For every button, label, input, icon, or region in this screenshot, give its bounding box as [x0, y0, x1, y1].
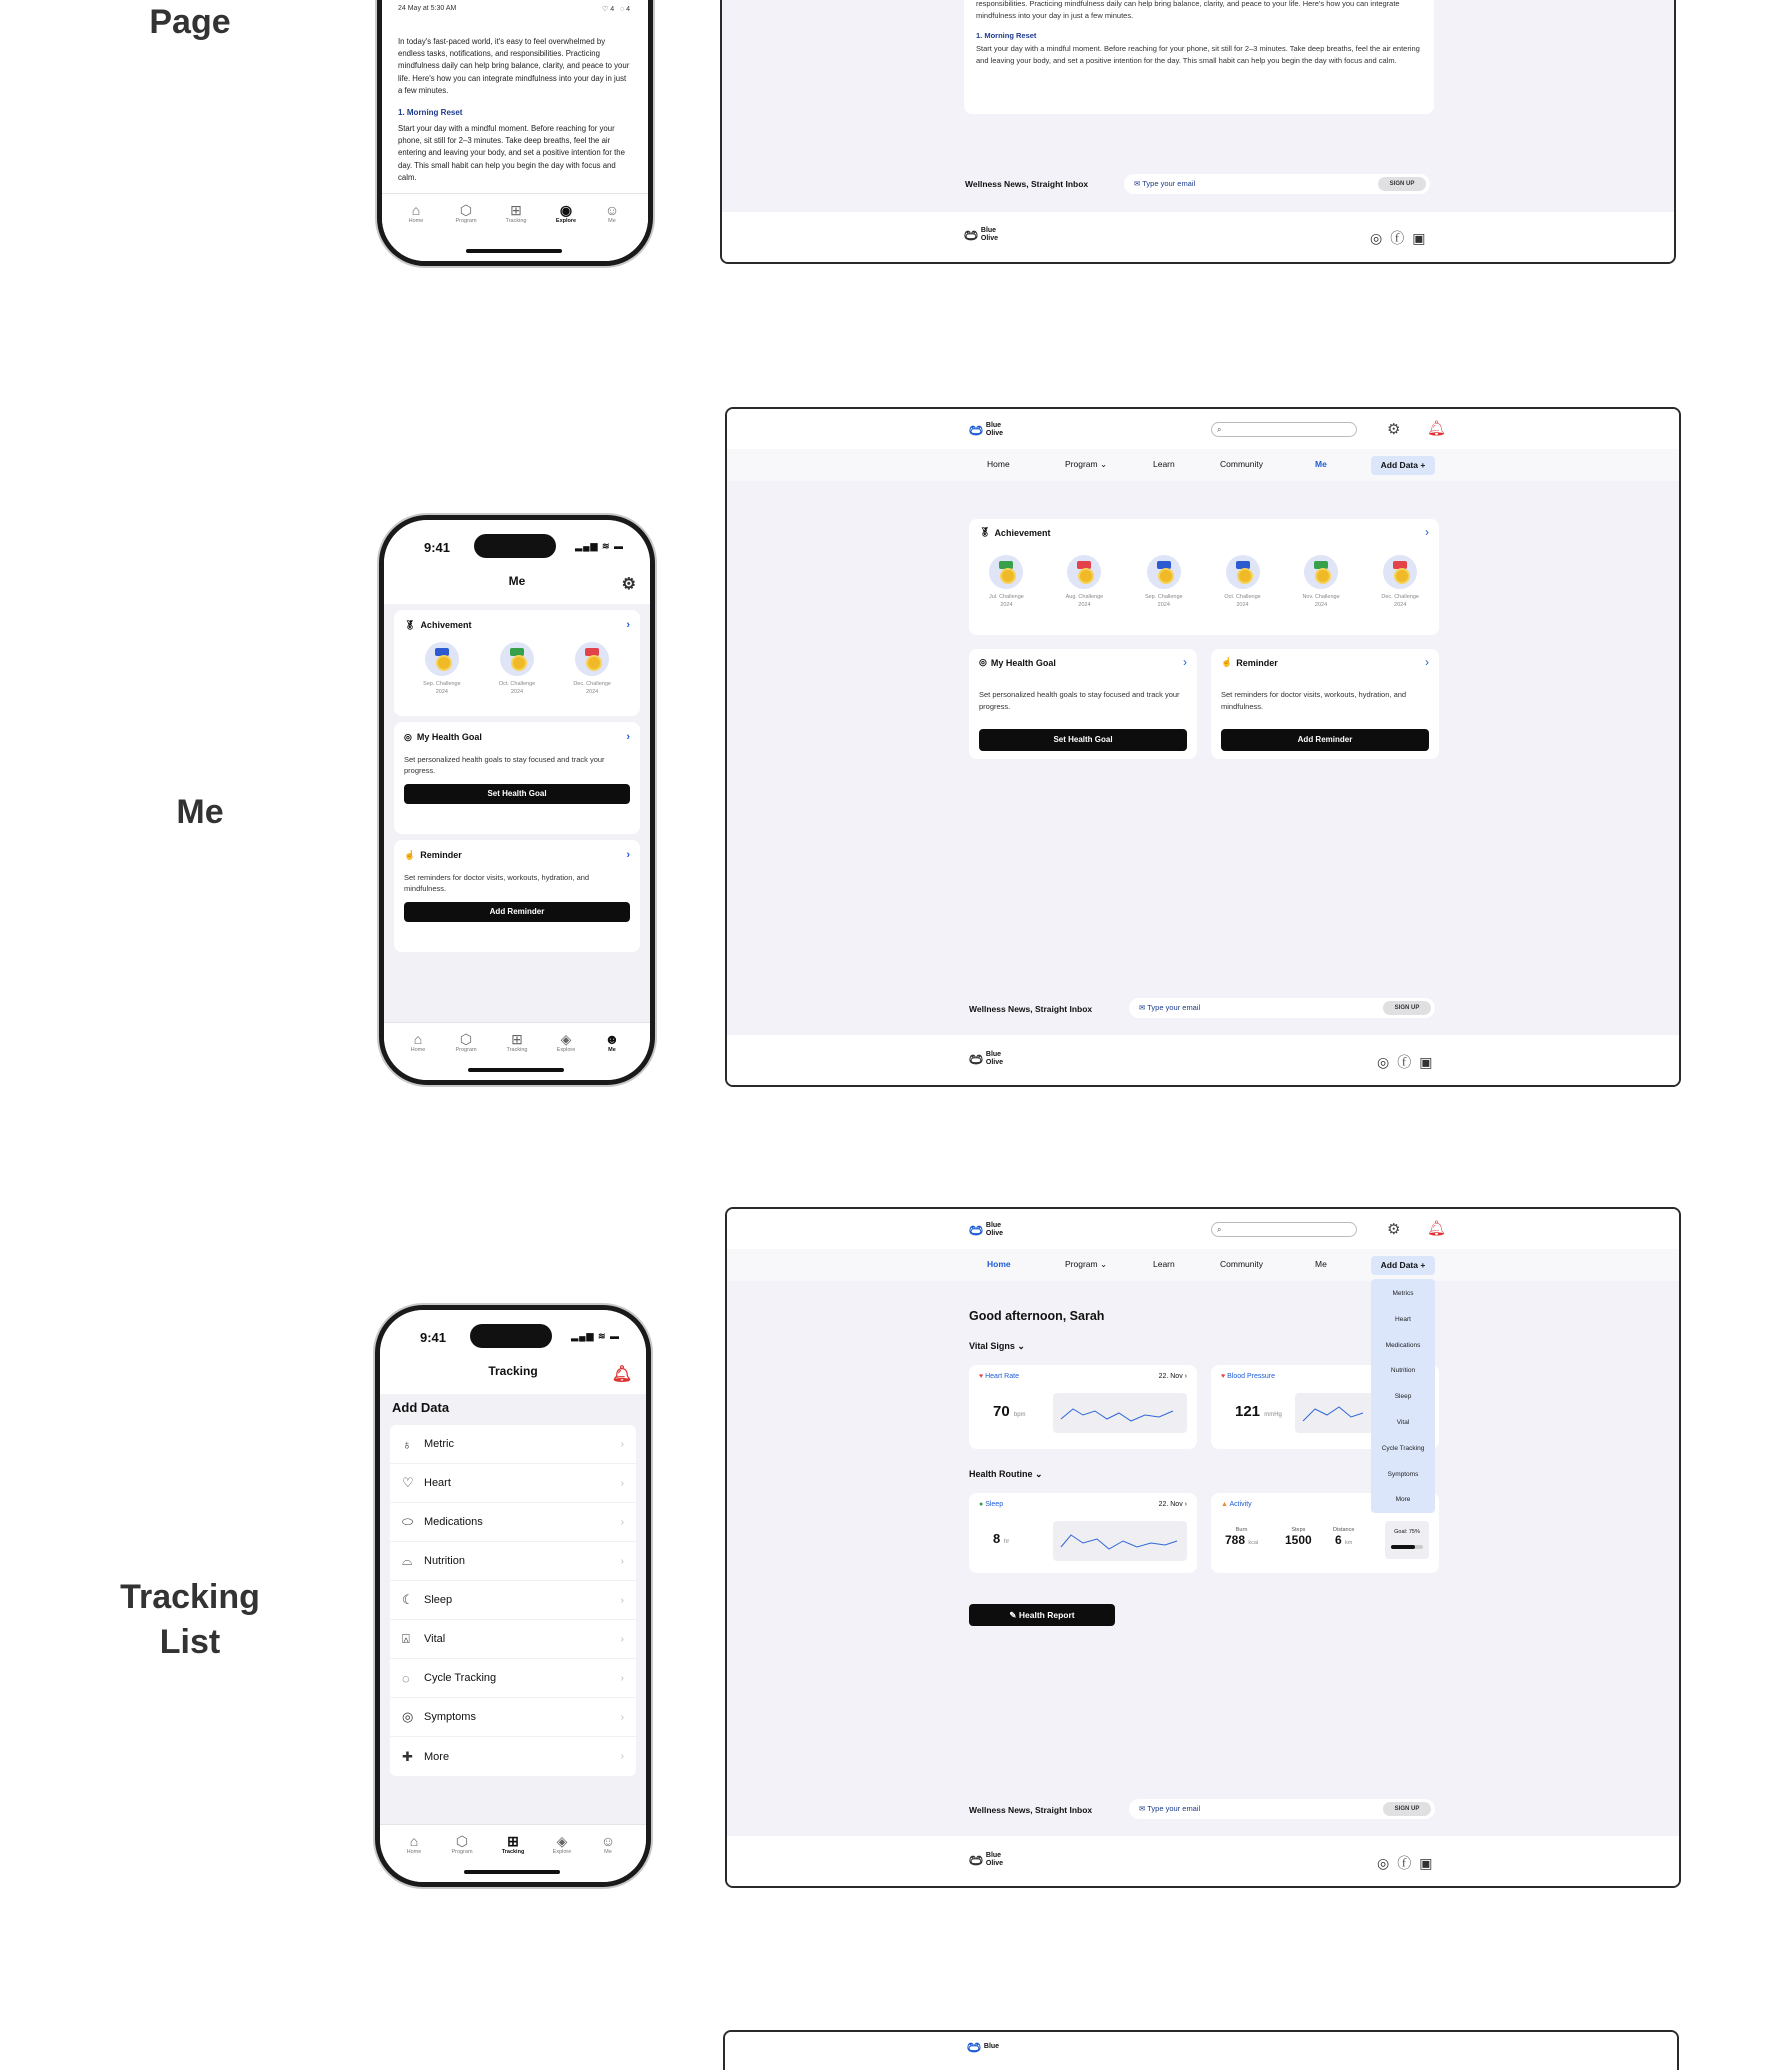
nav-me[interactable]: Me [1315, 459, 1327, 469]
target-icon: ◎ [404, 731, 412, 742]
logo-icon: ඏ [964, 225, 978, 244]
tab-bar [382, 193, 648, 261]
chevron-down-icon: ⌄ [1035, 1469, 1043, 1479]
flame-icon: ▲ [1221, 1501, 1228, 1508]
medal-item[interactable]: Sep. Challenge 2024 [423, 642, 461, 696]
footer-logo: ඏ Blue Olive [964, 225, 999, 244]
notification-bell-icon[interactable]: 🔔︎ [1427, 420, 1447, 437]
medal-item[interactable]: Oct. Challenge 2024 [499, 642, 535, 696]
target-icon: ◎ [979, 657, 987, 667]
logo-icon: ඏ [969, 1850, 983, 1869]
newsletter-label: Wellness News, Straight Inbox [969, 1004, 1093, 1014]
blood-pressure-value: 121 [1235, 1403, 1261, 1420]
health-goal-text: Set personalized health goals to stay focused and track your progress. [979, 690, 1180, 711]
distance-unit: km [1345, 1540, 1353, 1546]
program-icon: ⬡ [455, 1833, 469, 1849]
tab-explore[interactable]: ◉ Explore [546, 202, 586, 224]
achievement-title: Achievement [994, 527, 1051, 538]
footer-logo: ඏ Blue Olive [969, 1049, 1004, 1068]
nav-home[interactable]: Home [987, 459, 1010, 469]
vital-signs-toggle[interactable]: Vital Signs ⌄ [969, 1341, 1025, 1351]
sleep-label: Sleep [985, 1501, 1004, 1508]
health-goal-title: My Health Goal [990, 657, 1056, 668]
chevron-right-icon: › [1184, 1373, 1187, 1380]
health-goal-text: Set personalized health goals to stay focused and track your progress. [404, 755, 605, 775]
signup-button[interactable]: SIGN UP [1383, 1802, 1431, 1816]
health-report-button[interactable]: ✎ Health Report [969, 1604, 1115, 1626]
medal-badge [500, 642, 534, 676]
web-header [727, 1209, 1679, 1249]
list-item-metric[interactable]: ♁ Metric › [390, 1425, 636, 1464]
reminder-card [394, 840, 640, 952]
achievement-title: Achivement [420, 620, 472, 630]
tab-explore[interactable]: ◈ Explore [546, 1031, 586, 1053]
chevron-right-icon: › [620, 1477, 624, 1489]
steps-value: 1500 [1285, 1533, 1312, 1547]
dropdown-item-more[interactable]: More [1395, 1496, 1411, 1504]
chevron-right-icon[interactable]: › [1183, 655, 1187, 669]
home-indicator [468, 1068, 564, 1072]
sleep-icon: ● [979, 1501, 984, 1508]
footer [727, 1836, 1679, 1886]
activity-label: Activity [1229, 1501, 1252, 1508]
chevron-down-icon: ⌄ [1099, 459, 1108, 469]
symptoms-icon: ◎ [402, 1709, 414, 1724]
hand-icon: ☝ [1221, 657, 1233, 667]
search-icon: ⌕ [1217, 425, 1222, 434]
hand-icon: ☝ [404, 849, 416, 860]
tracking-web-frame [725, 1207, 1681, 1888]
settings-icon[interactable]: ⚙ [621, 576, 636, 593]
search-input[interactable] [1211, 1222, 1357, 1237]
newsletter-label: Wellness News, Straight Inbox [965, 179, 1089, 189]
comment-icon[interactable]: ◌ [619, 6, 625, 13]
tab-program[interactable]: ⬡ Program [446, 1031, 486, 1053]
add-reminder-button[interactable]: Add Reminder [1221, 729, 1429, 751]
reminder-title: Reminder [1236, 657, 1278, 668]
program-icon: ⬡ [459, 202, 473, 218]
program-icon: ⬡ [459, 1031, 473, 1047]
sleep-sparkline [1053, 1521, 1187, 1561]
home-icon: ⌂ [409, 1833, 419, 1849]
signup-button[interactable]: SIGN UP [1378, 177, 1426, 191]
social-links [1370, 228, 1433, 248]
add-data-heading: Add Data [392, 1400, 450, 1415]
footer [722, 212, 1674, 262]
dropdown-item-metrics[interactable]: Metrics [1392, 1290, 1414, 1297]
heart-rate-unit: bpm [1013, 1412, 1026, 1418]
web-header [727, 409, 1679, 449]
article-body: Start your day with a mindful moment. Before reaching for your phone, sit still for 2–3 minutes. Take deep breaths, feel the air entering and leaving your body, and set a positive intention for the day. This small habit can help you begin the day with focus and calm. [398, 124, 625, 182]
reminder-card [1211, 649, 1439, 759]
tab-tracking[interactable]: ⊞ Tracking [496, 202, 536, 224]
page-title: Me [508, 574, 526, 588]
tracking-header [380, 1356, 646, 1394]
article-date: 24 May at 5:30 AM [398, 5, 457, 12]
medal-item[interactable]: Oct. Challenge 2024 [1224, 555, 1260, 609]
nav-home[interactable]: Home [987, 1259, 1011, 1269]
set-health-goal-button[interactable]: Set Health Goal [979, 729, 1187, 751]
blood-pressure-unit: mmHg [1264, 1412, 1282, 1418]
nav-program[interactable]: Program ⌄ [1065, 459, 1108, 469]
instagram-icon[interactable]: ◎ [1370, 230, 1391, 246]
achievement-card[interactable] [394, 610, 640, 716]
list-item-medications[interactable]: ⬭ Medications › [390, 1503, 636, 1542]
burn-unit: kcal [1248, 1540, 1259, 1546]
section-label-tracking: Tracking List [120, 1578, 260, 1661]
chevron-right-icon[interactable]: › [626, 849, 630, 861]
chevron-right-icon: › [620, 1594, 624, 1606]
comment-count: 4 [626, 6, 630, 13]
sleep-unit: hr [1003, 1539, 1010, 1545]
signup-button[interactable]: SIGN UP [1383, 1001, 1431, 1015]
tab-bar [384, 1022, 650, 1080]
instagram-icon[interactable]: ◎ [1377, 1855, 1398, 1871]
tab-program[interactable]: ⬡ Program [442, 1833, 482, 1855]
sleep-value: 8 [993, 1531, 1001, 1546]
nav-me[interactable]: Me [1315, 1259, 1327, 1269]
notification-bell-icon[interactable]: 🔔︎ [611, 1366, 632, 1383]
tab-home[interactable]: ⌂ Home [394, 1833, 434, 1855]
search-input[interactable] [1211, 422, 1357, 437]
status-icons: ▂▄▆ ≋ ▬ [571, 1331, 620, 1341]
like-icon[interactable]: ♡ [601, 6, 609, 13]
dynamic-island [474, 534, 556, 558]
medal-badge [1147, 555, 1181, 589]
brand-logo[interactable]: ඏ Blue Olive [969, 420, 1004, 439]
profile-icon: ☺ [604, 202, 620, 218]
tracking-icon: ⊞ [511, 1031, 523, 1047]
list-item-sleep[interactable]: ☾ Sleep › [390, 1581, 636, 1620]
footer [727, 1035, 1679, 1085]
article-phone [377, 0, 653, 266]
linkedin-icon[interactable]: ▣ [1412, 230, 1434, 246]
email-input[interactable]: ✉ Type your email SIGN UP [1129, 1799, 1435, 1819]
heart-rate-sparkline [1053, 1393, 1187, 1433]
distance-label: Distance [1333, 1527, 1355, 1533]
medal-item[interactable]: Nov. Challenge 2024 [1302, 555, 1339, 609]
social-links [1377, 1052, 1440, 1072]
add-data-button[interactable]: Add Data + [1371, 1256, 1435, 1275]
report-icon: ✎ [1009, 1610, 1017, 1620]
set-health-goal-button[interactable]: Set Health Goal [404, 784, 630, 804]
list-item-vital[interactable]: ⍓ Vital › [390, 1620, 636, 1659]
facebook-icon[interactable]: ⓕ [1397, 1054, 1420, 1070]
email-input[interactable]: ✉ Type your email SIGN UP [1129, 998, 1435, 1018]
chevron-right-icon[interactable]: › [1425, 655, 1429, 669]
section-label-me: Me [176, 793, 224, 831]
article-web-intro: responsibilities. Practicing mindfulness daily can help bring balance, clarity, and peace to your life. Here's how you can integrate mindfulness into your day in just a few minutes. [976, 0, 1400, 20]
article-heading: 1. Morning Reset [398, 108, 463, 117]
medal-badge [425, 642, 459, 676]
greeting: Good afternoon, Sarah [969, 1309, 1105, 1323]
linkedin-icon[interactable]: ▣ [1419, 1054, 1441, 1070]
notification-bell-icon[interactable]: 🔔︎ [1427, 1220, 1447, 1237]
heart-icon: ♡ [402, 1475, 414, 1490]
logo-icon: ඏ [969, 1049, 983, 1068]
chevron-down-icon: ⌄ [1099, 1259, 1108, 1269]
tab-tracking[interactable]: ⊞ Tracking [497, 1031, 537, 1053]
goal-progress-track [1391, 1545, 1423, 1549]
section-label-page: Page [149, 3, 231, 41]
tab-program[interactable]: ⬡ Program [446, 202, 486, 224]
chevron-right-icon[interactable]: › [626, 619, 630, 631]
tab-home[interactable]: ⌂ Home [398, 1031, 438, 1053]
tab-tracking[interactable]: ⊞ Tracking [493, 1833, 533, 1855]
dropdown-item-cycle-tracking[interactable]: Cycle Tracking [1381, 1444, 1425, 1452]
logo-icon: ඏ [969, 420, 983, 439]
distance-value: 6 [1335, 1533, 1342, 1547]
medal-badge [1067, 555, 1101, 589]
explore-icon: ◉ [559, 202, 573, 218]
chevron-right-icon: › [620, 1672, 624, 1684]
me-web-frame [725, 407, 1681, 1087]
web-header [725, 2032, 1677, 2070]
linkedin-icon[interactable]: ▣ [1419, 1855, 1441, 1871]
facebook-icon[interactable]: ⓕ [1390, 230, 1413, 246]
article-web-frame [720, 0, 1676, 264]
brand-logo[interactable]: ඏ Blue [967, 2037, 1000, 2056]
tab-explore[interactable]: ◈ Explore [542, 1833, 582, 1855]
plus-icon: ✚ [402, 1748, 413, 1764]
list-item-more[interactable]: ✚ More › [402, 1748, 624, 1764]
me-header [384, 566, 650, 604]
chevron-right-icon: › [620, 1555, 624, 1567]
article-intro: In today's fast-paced world, it's easy to feel overwhelmed by endless tasks, notifications, and responsibilities. Practicing mindfulness daily can help bring balance, clarity, and peace to your life. Here's how you can integrate mindfulness into your day in just a few minutes. [398, 37, 630, 95]
reminder-text: Set reminders for doctor visits, workouts, hydration, and mindfulness. [1221, 690, 1407, 711]
home-indicator [464, 1870, 560, 1874]
chevron-down-icon: ⌄ [1017, 1341, 1025, 1351]
steps-label: Steps [1291, 1527, 1306, 1533]
list-item-cycle-tracking[interactable]: ◌ Cycle Tracking › [390, 1659, 636, 1698]
tracking-icon: ⊞ [507, 1833, 519, 1849]
tab-home[interactable]: ⌂ Home [396, 202, 436, 224]
settings-icon[interactable]: ⚙ [1387, 421, 1401, 438]
burn-value: 788 [1225, 1533, 1246, 1547]
list-item-heart[interactable]: ♡ Heart › [390, 1464, 636, 1503]
dropdown-item-nutrition[interactable]: Nutrition [1390, 1367, 1416, 1375]
heart-rate-card[interactable] [969, 1365, 1197, 1449]
burn-label: Burn [1235, 1527, 1248, 1533]
profile-icon: ☻ [604, 1031, 620, 1047]
achievement-card [969, 519, 1439, 635]
article-web-heading: 1. Morning Reset [976, 31, 1037, 40]
status-time: 9:41 [420, 1330, 447, 1345]
nav-program[interactable]: Program ⌄ [1065, 1259, 1108, 1269]
tab-bar [380, 1824, 646, 1882]
search-icon: ⌕ [1217, 1225, 1222, 1234]
dynamic-island [470, 1324, 552, 1348]
chevron-right-icon: › [620, 1633, 624, 1645]
tab-me[interactable]: ☻ Me [592, 1031, 632, 1053]
mail-icon: ✉ [1134, 179, 1141, 188]
medal-item[interactable]: Dec. Challenge 2024 [573, 642, 611, 696]
medal-icon: 🏅︎ [404, 619, 416, 630]
chevron-right-icon: › [620, 1751, 624, 1762]
medal-item[interactable]: Sep. Challenge 2024 [1145, 555, 1183, 609]
dropdown-item-sleep[interactable]: Sleep [1394, 1393, 1412, 1401]
medal-badge [1304, 555, 1338, 589]
nav-learn[interactable]: Learn [1153, 459, 1175, 469]
medal-badge [1383, 555, 1417, 589]
status-icons: ▂▄▆ ≋ ▬ [575, 541, 624, 551]
instagram-icon[interactable]: ◎ [1377, 1054, 1398, 1070]
explore-icon: ◈ [556, 1833, 568, 1849]
logo-icon: ඏ [967, 2037, 981, 2056]
add-reminder-button[interactable]: Add Reminder [404, 902, 630, 922]
medal-item[interactable]: Dec. Challenge 2024 [1381, 555, 1419, 609]
medal-icon: 🏅︎ [979, 527, 991, 537]
home-icon: ⌂ [411, 202, 421, 218]
health-goal-card [969, 649, 1197, 759]
brand-logo[interactable]: ඏ Blue Olive [969, 1220, 1004, 1239]
chevron-right-icon: › [620, 1438, 624, 1450]
web-nav [727, 449, 1679, 481]
heart-rate-value: 70 [993, 1403, 1010, 1420]
medal-item[interactable]: Jul. Challenge 2024 [989, 555, 1024, 609]
nav-community[interactable]: Community [1220, 1259, 1263, 1269]
medal-item[interactable]: Aug. Challenge 2024 [1066, 555, 1104, 609]
vital-icon: ⍓ [402, 1631, 410, 1646]
footer-logo: ඏ Blue Olive [969, 1850, 1004, 1869]
heart-rate-date: 22. Nov › [1158, 1373, 1187, 1380]
home-indicator [466, 249, 562, 253]
web-nav [727, 1249, 1679, 1281]
goal-progress-fill [1391, 1545, 1415, 1549]
profile-icon: ☺ [600, 1833, 616, 1849]
logo-icon: ඏ [969, 1220, 983, 1239]
chevron-right-icon: › [620, 1711, 624, 1723]
article-web-body: Start your day with a mindful moment. Before reaching for your phone, sit still for 2–3 minutes. Take deep breaths, feel the air entering and leaving your body, and set a positive intention for the day. This small habit can help you begin the day with focus and calm. [976, 44, 1420, 65]
tab-me[interactable]: ☺ Me [588, 1833, 628, 1855]
tracking-phone [375, 1305, 651, 1887]
chevron-right-icon: › [620, 1516, 624, 1528]
explore-icon: ◈ [560, 1031, 572, 1047]
dropdown-item-heart[interactable]: Heart [1395, 1315, 1411, 1323]
status-time: 9:41 [424, 540, 451, 555]
chevron-right-icon[interactable]: › [626, 731, 630, 743]
sleep-card[interactable] [969, 1493, 1197, 1573]
goal-label: Goal: 75% [1394, 1529, 1420, 1535]
blood-pressure-label: Blood Pressure [1227, 1373, 1275, 1380]
reminder-text: Set reminders for doctor visits, workouts, hydration, and mindfulness. [404, 873, 590, 893]
nutrition-icon: ⌓ [402, 1553, 413, 1568]
pill-icon: ⬭ [402, 1514, 414, 1529]
health-routine-toggle[interactable]: Health Routine ⌄ [969, 1469, 1043, 1479]
social-links [1377, 1853, 1440, 1873]
tab-me[interactable]: ☺ Me [592, 202, 632, 224]
medal-badge [1226, 555, 1260, 589]
medal-badge [575, 642, 609, 676]
nav-learn[interactable]: Learn [1153, 1259, 1175, 1269]
medal-badge [989, 555, 1023, 589]
page-title: Tracking [488, 1364, 538, 1378]
tracking-icon: ⊞ [510, 202, 522, 218]
nav-community[interactable]: Community [1220, 459, 1263, 469]
heart-icon: ♥ [1221, 1373, 1226, 1380]
list-item-nutrition[interactable]: ⌓ Nutrition › [390, 1542, 636, 1581]
add-data-button[interactable]: Add Data + [1371, 456, 1435, 475]
mail-icon: ✉ [1139, 1003, 1146, 1012]
dropdown-item-medications[interactable]: Medications [1385, 1341, 1421, 1349]
sleep-icon: ☾ [402, 1592, 414, 1607]
email-input[interactable]: ✉ Type your email SIGN UP [1124, 174, 1430, 194]
newsletter-label: Wellness News, Straight Inbox [969, 1805, 1093, 1815]
facebook-icon[interactable]: ⓕ [1397, 1855, 1420, 1871]
sleep-date: 22. Nov › [1158, 1501, 1187, 1508]
metric-icon: ♁ [402, 1436, 412, 1452]
chevron-right-icon[interactable]: › [1425, 525, 1429, 539]
chevron-right-icon: › [1184, 1501, 1187, 1508]
health-goal-card [394, 722, 640, 834]
next-web-frame [723, 2030, 1679, 2070]
health-goal-title: My Health Goal [416, 732, 482, 742]
me-phone [379, 515, 655, 1085]
mail-icon: ✉ [1139, 1804, 1146, 1813]
settings-icon[interactable]: ⚙ [1387, 1221, 1401, 1238]
add-data-dropdown [1371, 1279, 1435, 1513]
heart-icon: ♥ [979, 1373, 984, 1380]
article-web-card [964, 0, 1434, 114]
dropdown-item-vital[interactable]: Vital [1396, 1418, 1410, 1426]
heart-rate-label: Heart Rate [985, 1373, 1019, 1380]
cycle-icon: ◌ [402, 1670, 410, 1686]
list-item-symptoms[interactable]: ◎ Symptoms › [390, 1698, 636, 1737]
home-icon: ⌂ [413, 1031, 423, 1047]
reminder-title: Reminder [420, 850, 462, 860]
add-data-list [390, 1425, 636, 1776]
like-count: 4 [610, 6, 615, 13]
dropdown-item-symptoms[interactable]: Symptoms [1387, 1470, 1419, 1478]
